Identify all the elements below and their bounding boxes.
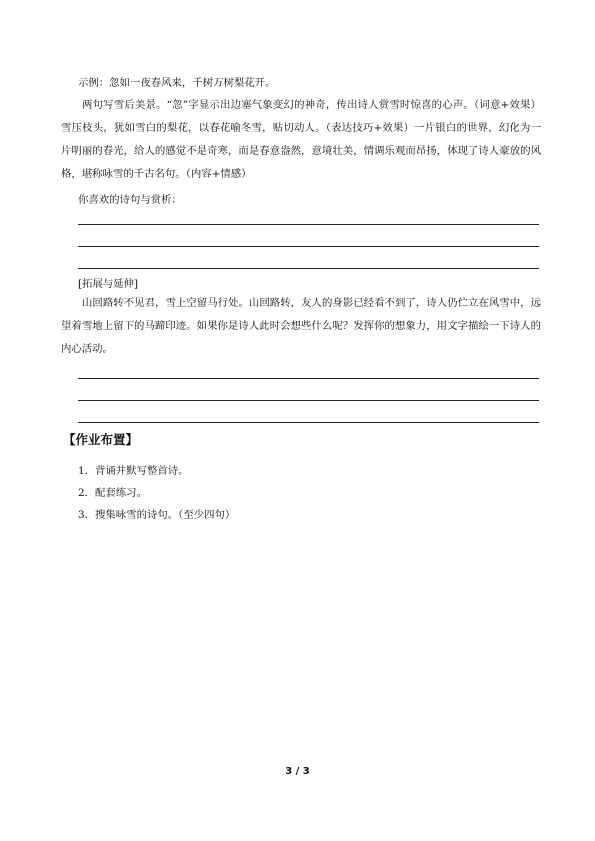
answer-line-4 xyxy=(78,378,539,379)
extension-heading: [拓展与延伸] xyxy=(78,278,139,290)
example-poem-line: 示例：忽如一夜春风来，千树万树梨花开。 xyxy=(78,77,276,89)
answer-line-6 xyxy=(78,422,539,423)
homework-title: 【作业布置】 xyxy=(63,432,139,447)
page-number: 3 / 3 xyxy=(285,766,310,777)
answer-line-1 xyxy=(78,224,539,225)
answer-line-3 xyxy=(78,268,539,269)
homework-item-3: 3．搜集咏雪的诗句。（至少四句） xyxy=(78,509,236,521)
homework-item-1: 1．背诵并默写整首诗。 xyxy=(78,465,189,477)
answer-line-2 xyxy=(78,246,539,247)
example-analysis: 两句写雪后美景。“忽”字显示出边塞气象变幻的神奇，传出诗人赏雪时惊喜的心声。（词意+效果）雪压枝头，犹如雪白的梨花，以春花喻冬雪，贴切动人。（表达技巧+效果）一片银白的世界，幻化为一片明丽的春光，给人的感觉不是奇寒，而是春意盎然，意境壮美，情调乐观而昂扬，体现了诗人豪放的风格，堪称咏雪的千古名句。（内容+情感） xyxy=(61,99,541,180)
extension-body: 山回路转不见君，雪上空留马行处。山回路转，友人的身影已经看不到了，诗人仍伫立在风雪中，远望着雪地上留下的马蹄印迹。如果你是诗人此时会想些什么呢？发挥你的想象力，用文字描绘一下诗人的内心活动。 xyxy=(61,297,541,355)
favorite-poem-prompt: 你喜欢的诗句与赏析： xyxy=(78,194,182,206)
homework-item-2: 2．配套练习。 xyxy=(78,487,147,499)
answer-line-5 xyxy=(78,400,539,401)
